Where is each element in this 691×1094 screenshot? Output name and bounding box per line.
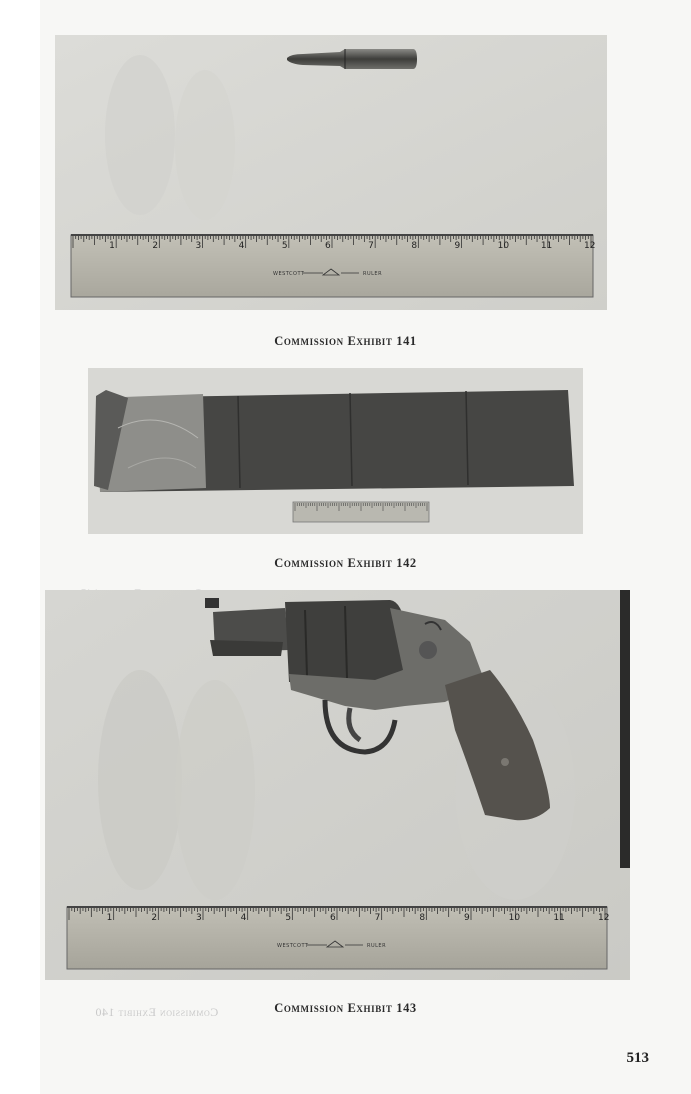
ruler [71, 235, 596, 297]
ruler-inch-label: 1 [109, 241, 115, 251]
ruler-inch-label: 1 [106, 913, 113, 923]
ruler-inch-label: 3 [196, 913, 202, 923]
svg-text:WESTCOTT: WESTCOTT [277, 943, 309, 949]
exhibit-142-caption: Commission Exhibit 142 [274, 556, 417, 570]
ruler-inch-label: 5 [285, 913, 292, 923]
ruler-inch-label: 7 [368, 241, 374, 251]
ruler-inch-label: 12 [598, 913, 610, 923]
ruler-inch-label: 11 [553, 913, 565, 923]
ruler-inch-label: 10 [497, 241, 510, 251]
svg-text:WESTCOTT: WESTCOTT [273, 271, 305, 277]
ruler-inch-label: 12 [584, 241, 596, 251]
exhibit-141-photo [55, 35, 607, 310]
exhibit-143-photo [45, 590, 630, 980]
ruler [67, 907, 610, 969]
ruler-inch-label: 2 [152, 241, 159, 251]
ruler-inch-label: 2 [151, 913, 158, 923]
exhibit-141-caption: Commission Exhibit 141 [274, 334, 417, 348]
ruler-inch-label: 7 [374, 913, 381, 923]
ruler-inch-label: 6 [330, 913, 336, 923]
exhibit-142-photo [88, 368, 583, 534]
ruler-inch-label: 5 [281, 241, 288, 251]
exhibit-143-caption: Commission Exhibit 143 [274, 1001, 417, 1015]
ruler-inch-label: 10 [508, 913, 521, 923]
bleed-through-caption: Commission Exhibit 140 [95, 1005, 219, 1019]
page-number: 513 [626, 1050, 649, 1066]
ruler-inch-label: 6 [325, 241, 331, 251]
ruler-inch-label: 3 [195, 241, 202, 251]
ruler-inch-label: 9 [454, 241, 461, 251]
ruler-inch-label: 8 [411, 241, 418, 251]
ruler-inch-label: 11 [540, 241, 553, 251]
ruler-inch-label: 8 [419, 913, 426, 923]
svg-text:RULER: RULER [367, 943, 387, 949]
ruler-inch-label: 4 [238, 241, 245, 251]
ruler-inch-label: 9 [464, 913, 470, 923]
ruler-inch-label: 4 [240, 913, 247, 923]
svg-text:RULER: RULER [363, 271, 383, 277]
